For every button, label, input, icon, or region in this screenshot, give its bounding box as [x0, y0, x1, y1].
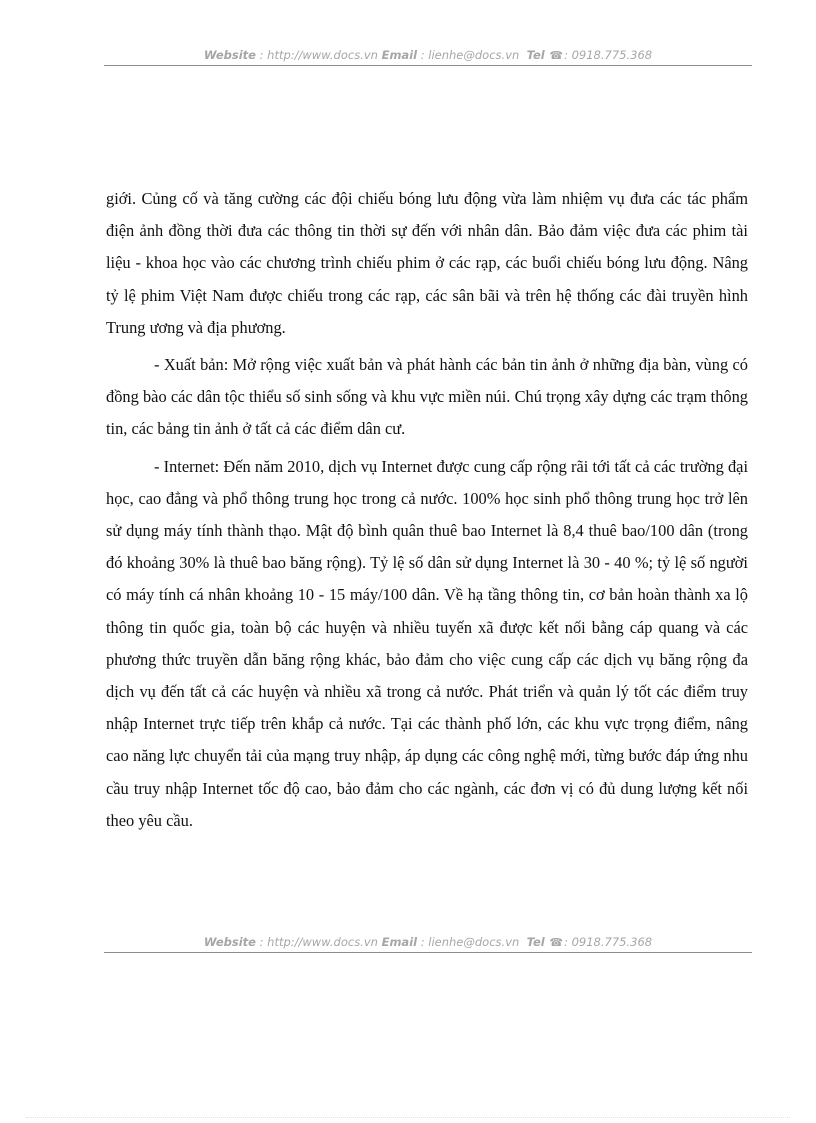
footer-email-link[interactable]: : lienhe@docs.vn: [420, 935, 520, 949]
phone-icon: ☎: [549, 49, 564, 62]
paragraph-cinema: giới. Củng cố và tăng cường các đội chiếu bóng lưu động vừa làm nhiệm vụ đưa các tác phẩm điện ảnh đồng thời đưa các thông tin thời sự đến với nhân dân. Bảo đảm việc đưa các phim tài liệu - khoa học vào các chương trình chiếu phim ở các rạp, các buổi chiếu bóng lưu động. Nâng tỷ lệ phim Việt Nam được chiếu trong các rạp, các sân bãi và trên hệ thống các đài truyền hình Trung ương và địa phương.: [106, 189, 748, 337]
footer-website-link[interactable]: : http://www.docs.vn: [259, 935, 378, 949]
header-website-label: Website: [203, 48, 256, 62]
page-header: [104, 48, 752, 66]
header-email-link[interactable]: : lienhe@docs.vn: [420, 48, 520, 62]
paragraph-internet: - Internet: Đến năm 2010, dịch vụ Internet được cung cấp rộng rãi tới tất cả các trường đại học, cao đẳng và phổ thông trung học trong cả nước. 100% học sinh phổ thông trung học trở lên sử dụng máy tính thành thạo. Mật độ bình quân thuê bao Internet là 8,4 thuê bao/100 dân (trong đó khoảng 30% là thuê bao băng rộng). Tỷ lệ số dân sử dụng Internet là 30 - 40 %; tỷ lệ số người có máy tính cá nhân khoảng 10 - 15 máy/100 dân. Về hạ tầng thông tin, cơ bản hoàn thành xa lộ thông tin quốc gia, toàn bộ các huyện và nhiều tuyến xã được kết nối bằng cáp quang và các phương thức truyền dẫn băng rộng khác, bảo đảm cho việc cung cấp các dịch vụ băng rộng đa dịch vụ đến tất cả các huyện và nhiều xã trong cả nước. Phát triển và quản lý tốt các điểm truy nhập Internet trực tiếp trên khắp cả nước. Tại các thành phố lớn, các khu vực trọng điểm, nâng cao năng lực chuyển tải của mạng truy nhập, áp dụng các công nghệ mới, từng bước đáp ứng nhu cầu truy nhập Internet tốc độ cao, bảo đảm cho các ngành, các đơn vị có đủ dung lượng kết nối theo yêu cầu.: [106, 456, 748, 830]
footer-email-label: Email: [381, 935, 418, 949]
page-footer: [104, 935, 752, 953]
header-tel-label: Tel: [526, 48, 545, 62]
phone-icon: ☎: [549, 936, 564, 949]
footer-tel-label: Tel: [526, 935, 545, 949]
paragraph-publishing: - Xuất bản: Mở rộng việc xuất bản và phát hành các bản tin ảnh ở những địa bàn, vùng có đồng bào các dân tộc thiểu số sinh sống và khu vực miền núi. Chú trọng xây dựng các trạm thông tin, các bảng tin ảnh ở tất cả các điểm dân cư.: [106, 355, 748, 439]
footer-website-label: Website: [203, 935, 256, 949]
document-body: [106, 183, 748, 842]
header-website-link[interactable]: : http://www.docs.vn: [259, 48, 378, 62]
page-bottom-border: [26, 1117, 790, 1118]
header-email-label: Email: [381, 48, 418, 62]
footer-tel-value: : 0918.775.368: [564, 935, 653, 949]
header-tel-value: : 0918.775.368: [564, 48, 653, 62]
